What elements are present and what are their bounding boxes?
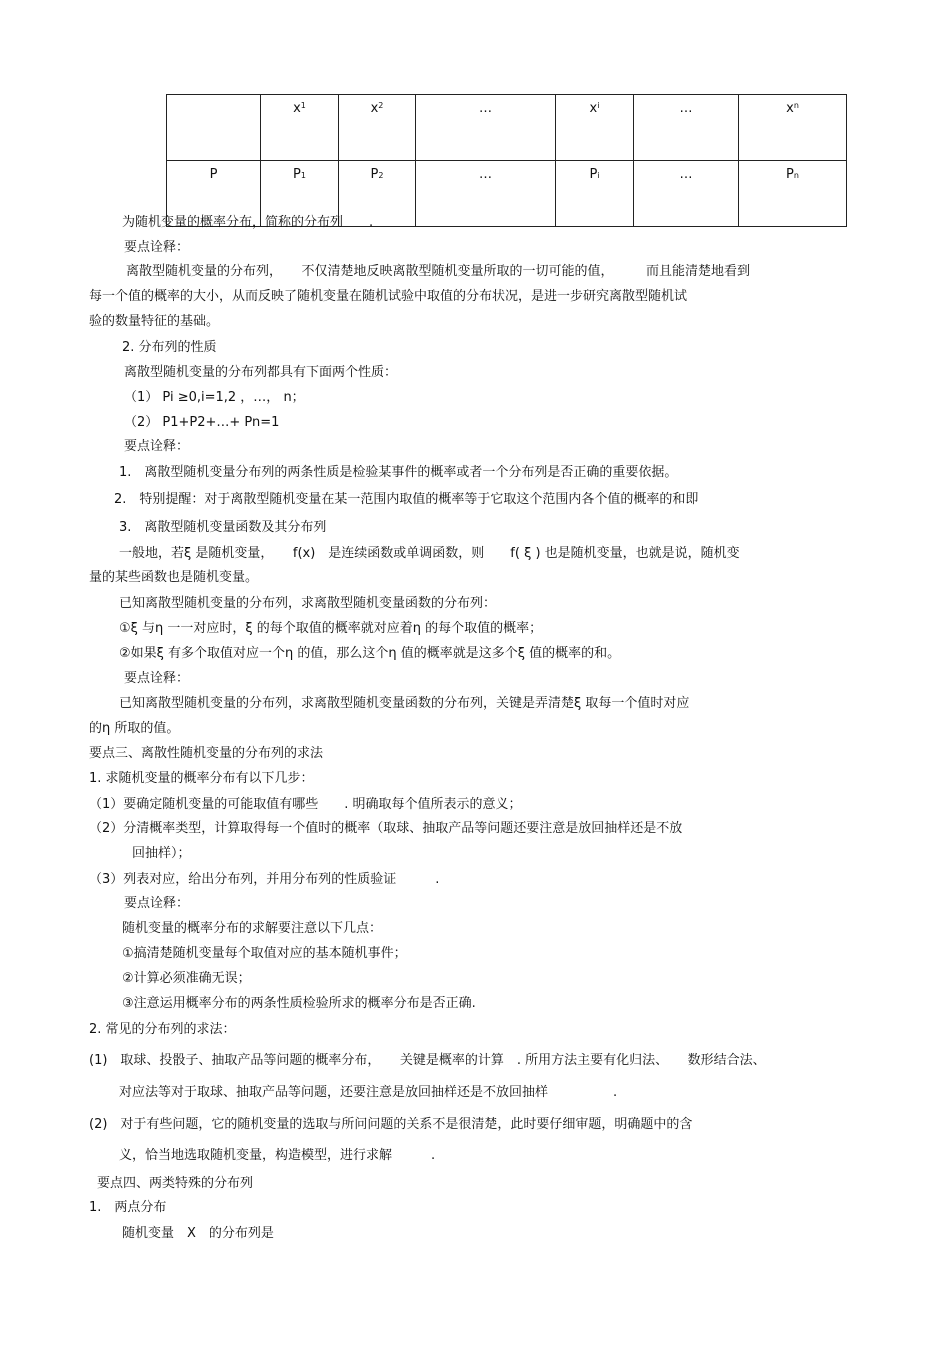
text-line: ②如果ξ 有多个取值对应一个η 的值，那么这个η 值的概率就是这多个ξ 值的概率的和。 <box>119 646 621 661</box>
text-line: (1) 取球、投骰子、抽取产品等问题的概率分布， 关键是概率的计算 . 所用方法主要有化归法、 数形结合法、 <box>89 1053 766 1068</box>
text-line: (2) 对于有些问题，它的随机变量的选取与所问问题的关系不是很清楚，此时要仔细审题，明确题中的含 <box>89 1117 693 1132</box>
text-line: 1. 离散型随机变量分布列的两条性质是检验某事件的概率或者一个分布列是否正确的重要依据。 <box>119 465 678 480</box>
text-line: ①ξ 与η 一一对应时，ξ 的每个取值的概率就对应着η 的每个取值的概率； <box>119 621 543 636</box>
table-cell <box>167 95 261 161</box>
table-cell: Pi <box>556 161 634 227</box>
table-row-values <box>167 95 847 161</box>
text-line: 一般地，若ξ 是随机变量， f(x) 是连续函数或单调函数，则 f( ξ ) 也是随机变量，也就是说，随机变 <box>119 546 740 561</box>
text-line: ①搞清楚随机变量每个取值对应的基本随机事件； <box>122 946 407 961</box>
table-cell: $x^1$ <box>261 95 339 161</box>
text-line: （2）分清概率类型，计算取得每一个值时的概率（取球、抽取产品等问题还要注意是放回抽样还是不放 <box>89 821 683 836</box>
text-line: 要点诠释： <box>124 671 190 686</box>
text-line: 2. 特别提醒：对于离散型随机变量在某一范围内取值的概率等于它取这个范围内各个值的概率的和即 <box>114 492 699 507</box>
text-line: 要点诠释： <box>124 439 190 454</box>
text-line: 验的数量特征的基础。 <box>89 314 220 329</box>
table-cell: P <box>167 161 261 227</box>
text-line: 离散型随机变量的分布列， 不仅清楚地反映离散型随机变量所取的一切可能的值， 而且能清楚地看到 <box>126 264 751 279</box>
text-line: 随机变量 X 的分布列是 <box>122 1226 274 1241</box>
table-cell: … <box>634 95 739 161</box>
text-line: 1. 两点分布 <box>89 1200 167 1215</box>
text-line: 要点三、离散性随机变量的分布列的求法 <box>89 746 324 761</box>
text-line: 要点四、两类特殊的分布列 <box>97 1176 254 1191</box>
text-line: 1. 求随机变量的概率分布有以下几步： <box>89 771 314 786</box>
text-line: 2. 分布列的性质 <box>122 340 217 355</box>
distribution-table <box>166 94 847 227</box>
table-cell: $x^2$ <box>339 95 416 161</box>
text-line: 已知离散型随机变量的分布列，求离散型随机变量函数的分布列，关键是弄清楚ξ 取每一个值时对应 <box>119 696 690 711</box>
text-line: 回抽样）； <box>132 846 191 861</box>
text-line: 为随机变量的概率分布，简称的分布列 . <box>122 215 374 230</box>
table-cell: P1 <box>261 161 339 227</box>
text-line: ②计算必须准确无误； <box>122 971 251 986</box>
text-line: 随机变量的概率分布的求解要注意以下几点： <box>122 921 383 936</box>
text-line: （2） P1+P2+…+ Pn=1 <box>124 415 280 430</box>
table-cell: Pn <box>739 161 847 227</box>
table-cell: $x^n$ <box>739 95 847 161</box>
text-line: 要点诠释： <box>124 896 190 911</box>
text-line: （1）要确定随机变量的可能取值有哪些 . 明确取每个值所表示的意义； <box>89 797 522 812</box>
text-line: 对应法等对于取球、抽取产品等问题，还要注意是放回抽样还是不放回抽样 . <box>119 1085 618 1100</box>
table-cell: … <box>634 161 739 227</box>
text-line: 已知离散型随机变量的分布列，求离散型随机变量函数的分布列： <box>119 596 497 611</box>
table-cell: … <box>416 95 556 161</box>
text-line: 2. 常见的分布列的求法： <box>89 1022 236 1037</box>
text-line: 离散型随机变量的分布列都具有下面两个性质： <box>124 365 398 380</box>
table-cell: P2 <box>339 161 416 227</box>
table-cell: … <box>416 161 556 227</box>
table-cell: $x^i$ <box>556 95 634 161</box>
text-line: 量的某些函数也是随机变量。 <box>89 570 259 585</box>
text-line: 要点诠释： <box>124 240 190 255</box>
text-line: 的η 所取的值。 <box>89 721 180 736</box>
text-line: 每一个值的概率的大小，从而反映了随机变量在随机试验中取值的分布状况，是进一步研究离散型随机试 <box>89 289 688 304</box>
text-line: （3）列表对应，给出分布列，并用分布列的性质验证 . <box>89 872 440 887</box>
text-line: 义，恰当地选取随机变量，构造模型，进行求解 . <box>119 1148 436 1163</box>
text-line: ③注意运用概率分布的两条性质检验所求的概率分布是否正确. <box>122 996 476 1011</box>
text-line: （1） Pi ≥0,i=1,2 ，…， n； <box>124 390 305 405</box>
text-line: 3. 离散型随机变量函数及其分布列 <box>119 520 327 535</box>
